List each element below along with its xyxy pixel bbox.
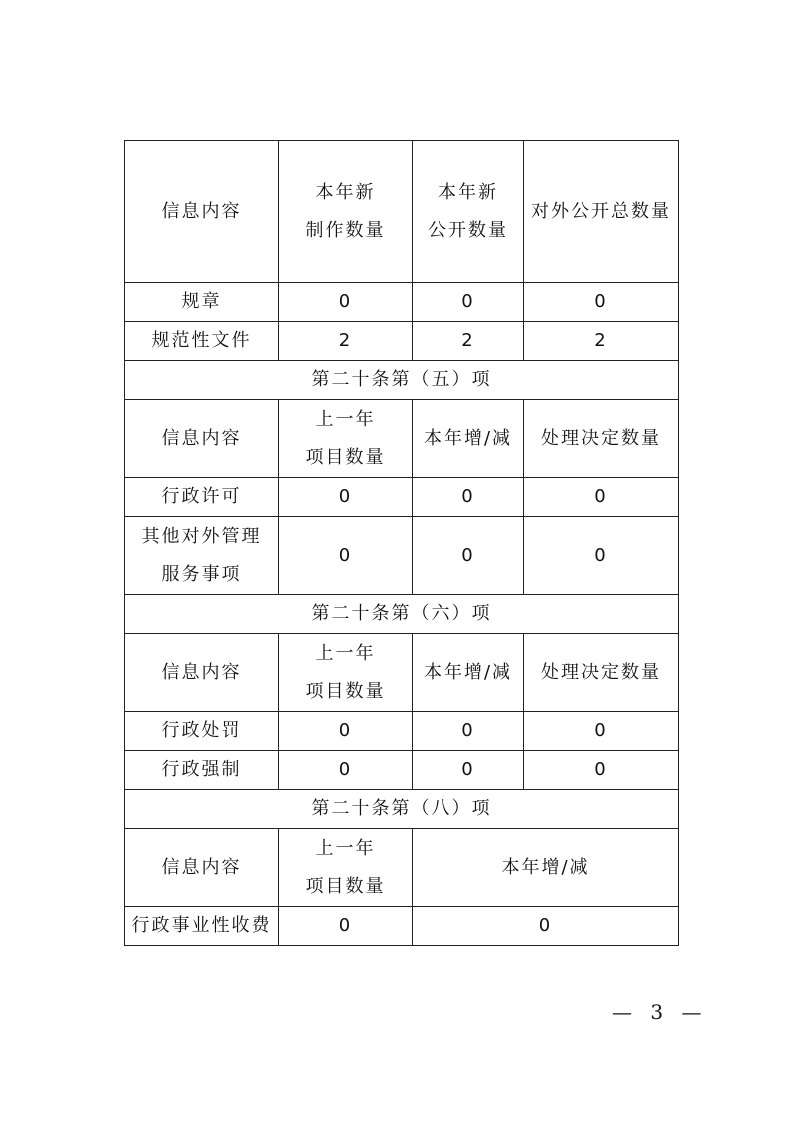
column-header: 本年新 制作数量 [279, 141, 413, 283]
section-title: 第二十条第（五）项 [125, 361, 679, 400]
disclosure-table [124, 140, 679, 946]
table-cell: 0 [413, 907, 679, 946]
column-header: 上一年 项目数量 [279, 400, 413, 478]
table-cell: 0 [279, 751, 413, 790]
section-title-row [125, 595, 679, 634]
column-header: 本年增/减 [413, 634, 524, 712]
section-title: 第二十条第（八）项 [125, 790, 679, 829]
table-cell: 0 [524, 283, 679, 322]
table-row [125, 283, 679, 322]
table-cell: 0 [524, 517, 679, 595]
row-label: 行政处罚 [125, 712, 279, 751]
table-cell: 0 [524, 751, 679, 790]
section-title-row [125, 790, 679, 829]
table-cell: 0 [279, 478, 413, 517]
column-header: 对外公开总数量 [524, 141, 679, 283]
table-cell: 0 [413, 283, 524, 322]
column-header: 上一年 项目数量 [279, 634, 413, 712]
table-row [125, 712, 679, 751]
table-cell: 0 [413, 517, 524, 595]
column-header: 本年增/减 [413, 829, 679, 907]
table-cell: 0 [413, 712, 524, 751]
table-row [125, 517, 679, 595]
table-cell: 0 [413, 478, 524, 517]
table-cell: 2 [524, 322, 679, 361]
table-row [125, 751, 679, 790]
column-header: 本年新 公开数量 [413, 141, 524, 283]
column-header: 信息内容 [125, 141, 279, 283]
column-header: 信息内容 [125, 829, 279, 907]
table-cell: 0 [524, 712, 679, 751]
table-header-row [125, 141, 679, 283]
table-cell: 0 [524, 478, 679, 517]
section-title: 第二十条第（六）项 [125, 595, 679, 634]
column-header: 处理决定数量 [524, 634, 679, 712]
row-label: 规范性文件 [125, 322, 279, 361]
table-row [125, 322, 679, 361]
column-header: 信息内容 [125, 634, 279, 712]
table-cell: 0 [413, 751, 524, 790]
column-header: 本年增/减 [413, 400, 524, 478]
table-cell: 2 [413, 322, 524, 361]
table-cell: 0 [279, 517, 413, 595]
table-cell: 0 [279, 283, 413, 322]
row-label: 规章 [125, 283, 279, 322]
section-title-row [125, 361, 679, 400]
column-header: 信息内容 [125, 400, 279, 478]
table-cell: 0 [279, 907, 413, 946]
table-row [125, 478, 679, 517]
table-header-row [125, 634, 679, 712]
row-label: 行政强制 [125, 751, 279, 790]
table-cell: 2 [279, 322, 413, 361]
page-number: — 3 — [612, 1000, 708, 1024]
table-cell: 0 [279, 712, 413, 751]
table-header-row [125, 829, 679, 907]
row-label: 行政许可 [125, 478, 279, 517]
row-label: 行政事业性收费 [125, 907, 279, 946]
table-row [125, 907, 679, 946]
table-header-row [125, 400, 679, 478]
column-header: 上一年 项目数量 [279, 829, 413, 907]
row-label: 其他对外管理 服务事项 [125, 517, 279, 595]
column-header: 处理决定数量 [524, 400, 679, 478]
